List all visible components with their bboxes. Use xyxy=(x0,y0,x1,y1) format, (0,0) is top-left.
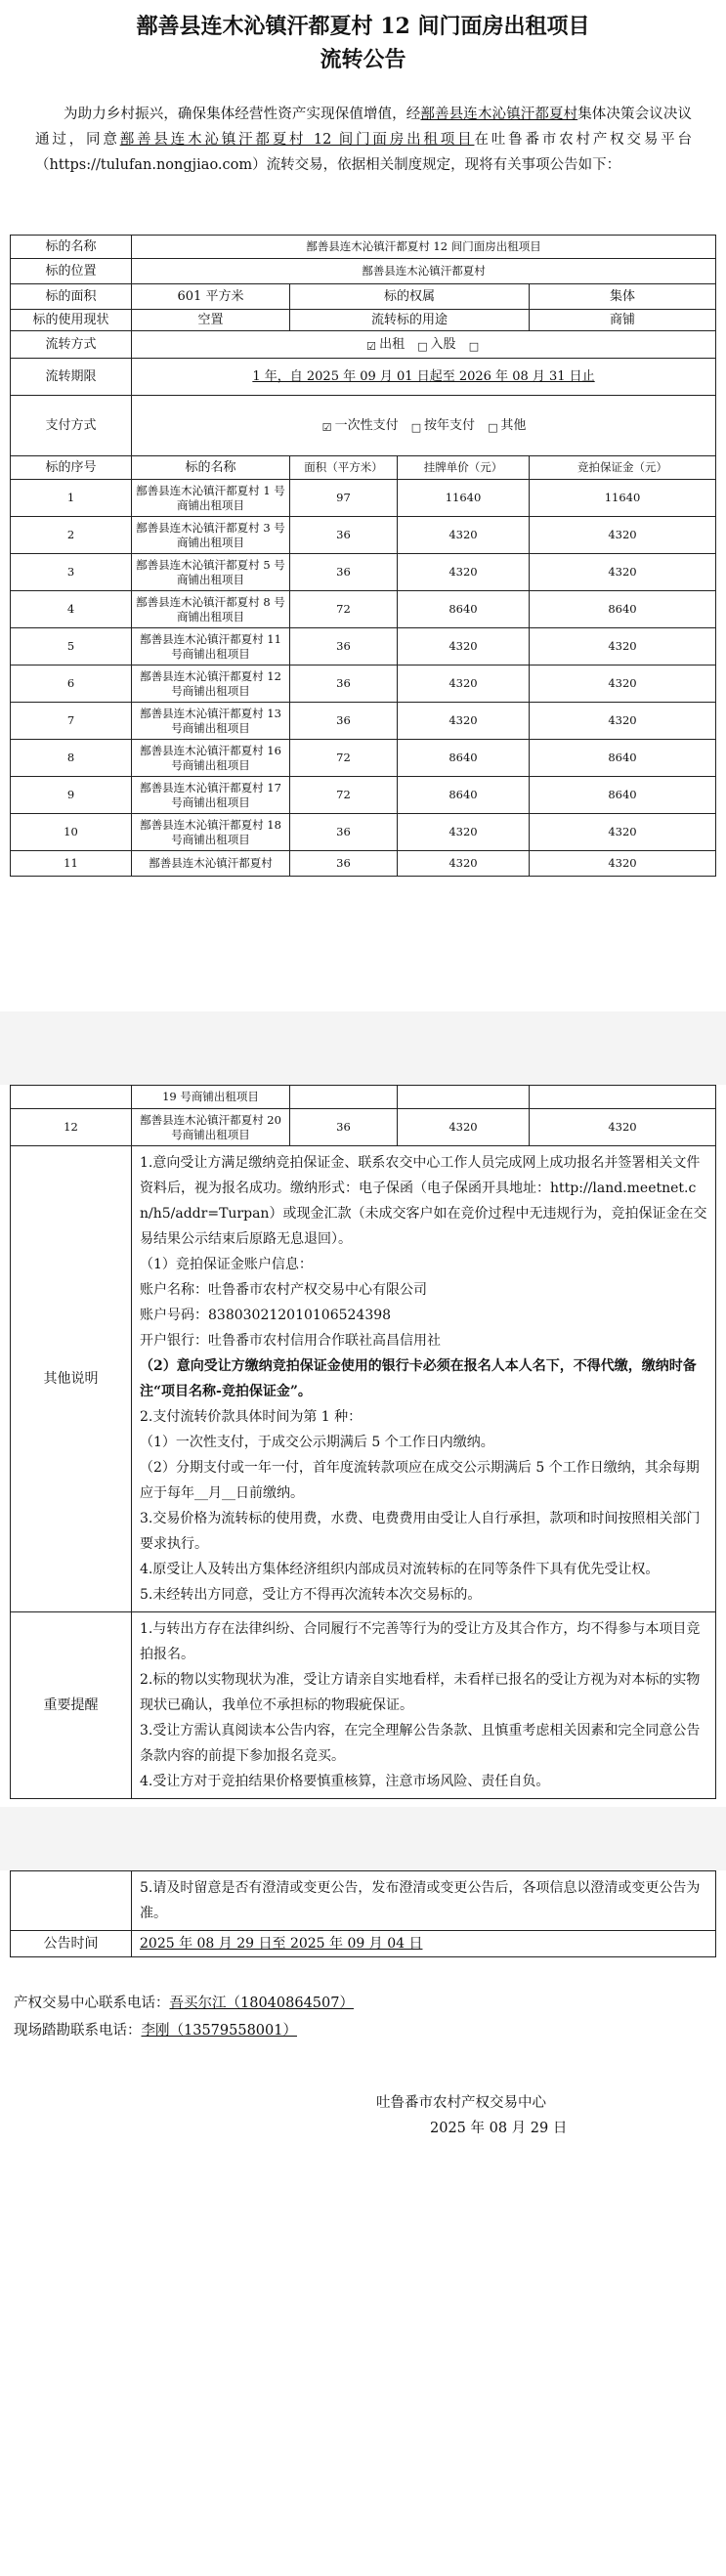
intro-paragraph xyxy=(35,102,692,178)
option-lump-sum: 一次性支付 xyxy=(334,417,399,433)
row-name: 鄯善县连木沁镇汗都夏村 12 号商铺出租项目 xyxy=(132,665,290,703)
option-share: 入股 xyxy=(430,336,456,352)
row-no: 5 xyxy=(11,628,132,665)
row-price: 4320 xyxy=(398,665,530,703)
notes-paragraph: 3.交易价格为流转标的使用费，水费、电费费用由受让人自行承担，款项和时间按照相关部门要求执行。 xyxy=(140,1511,701,1552)
notes-paragraph: 1.意向受让方满足缴纳竞拍保证金、联系农交中心工作人员完成网上成功报名并签署相关文件资料后，视为报名成功。缴纳形式：电子保函（电子保函开具地址：http://land.meetnet.cn/h5/addr=Turpan）或现金汇款（未成交客户如在竞价过程中无违规行为，竞拍保证金在交易结果公示结束后原路无息退回）。 xyxy=(140,1155,707,1247)
option-annual: 按年支付 xyxy=(424,417,476,433)
value-name: 鄯善县连木沁镇汗都夏村 12 间门面房出租项目 xyxy=(132,236,716,259)
contact-center-label: 产权交易中心联系电话： xyxy=(14,1996,170,2011)
notes-paragraph: 1.与转出方存在法律纠纷、合同履行不完善等行为的受让方及其合作方，均不得参与本项目竞拍报名。 xyxy=(140,1621,701,1662)
row-no: 10 xyxy=(11,814,132,851)
page-1 xyxy=(0,0,726,1011)
page-gap-1 xyxy=(0,1011,726,1085)
page-gap-2 xyxy=(0,1807,726,1870)
intro-project: 鄯善县连木沁镇汗都夏村 12 间门面房出租项目 xyxy=(119,132,475,148)
value-area: 601 平方米 xyxy=(132,284,290,310)
intro-village: 鄯善县连木沁镇汗都夏村 xyxy=(420,107,578,122)
empty-box-icon: □ xyxy=(410,420,422,434)
table-row xyxy=(11,517,716,554)
value-status: 空置 xyxy=(132,310,290,331)
row-price: 4320 xyxy=(398,851,530,877)
row-deposit: 11640 xyxy=(530,480,716,517)
row-deposit: 4320 xyxy=(530,517,716,554)
label-ownership: 标的权属 xyxy=(290,284,530,310)
announce-period: 2025 年 08 月 29 日至 2025 年 09 月 04 日 xyxy=(132,1931,716,1957)
intro-text-1: 为助力乡村振兴，确保集体经营性资产实现保值增值，经 xyxy=(64,107,421,122)
row-name: 鄯善县连木沁镇汗都夏村 18 号商铺出租项目 xyxy=(132,814,290,851)
checked-box-icon: ☑ xyxy=(366,339,377,353)
label-name: 标的名称 xyxy=(11,236,132,259)
doc-title xyxy=(0,10,726,76)
value-term: 1 年，自 2025 年 09 月 01 日起至 2026 年 08 月 31 日止 xyxy=(132,359,716,396)
notes-paragraph: 2.支付流转价款具体时间为第 1 种： xyxy=(140,1409,363,1425)
intro-text-3: 在吐鲁番市农村产权交易平台（https://tulufan.nongjiao.com）流转交易，依据相关制度规定，现将有关事项公告如下： xyxy=(35,132,693,173)
reminders xyxy=(132,1612,716,1799)
intro-text-2: 集体决策会议决议通过，同意 xyxy=(35,107,693,148)
row-area: 72 xyxy=(290,740,398,777)
label-announce-period: 公告时间 xyxy=(11,1931,132,1957)
notes-paragraph: 开户银行：吐鲁番市农村信用合作联社高昌信用社 xyxy=(140,1333,441,1349)
project-table-3 xyxy=(10,1870,716,1957)
project-table-2 xyxy=(10,1085,716,1799)
row-name: 鄯善县连木沁镇汗都夏村 20 号商铺出租项目 xyxy=(132,1109,290,1146)
reminder-5: 5.请及时留意是否有澄清或变更公告，发布澄清或变更公告后，各项信息以澄清或变更公告为准。 xyxy=(132,1871,716,1931)
row-price: 4320 xyxy=(398,814,530,851)
col-head-name: 标的名称 xyxy=(132,456,290,480)
table-row xyxy=(11,703,716,740)
row-price: 4320 xyxy=(398,554,530,591)
notes-paragraph: 5.未经转出方同意，受让方不得再次流转本次交易标的。 xyxy=(140,1587,482,1603)
row-no: 1 xyxy=(11,480,132,517)
row-no: 4 xyxy=(11,591,132,628)
table-row xyxy=(11,851,716,877)
row-price: 4320 xyxy=(398,1109,530,1146)
page-3 xyxy=(0,1870,726,2140)
row-area: 72 xyxy=(290,591,398,628)
row-name: 鄯善县连木沁镇汗都夏村 xyxy=(132,851,290,877)
contact-site-label: 现场踏勘联系电话： xyxy=(14,2023,142,2039)
row-area: 36 xyxy=(290,814,398,851)
row-no: 6 xyxy=(11,665,132,703)
table-row xyxy=(11,554,716,591)
table-row xyxy=(11,480,716,517)
row-area: 97 xyxy=(290,480,398,517)
contact-site xyxy=(14,2019,297,2042)
notes-paragraph: （2）意向受让方缴纳竞拍保证金使用的银行卡必须在报名人本人名下，不得代缴，缴纳时备注“项目名称-竞拍保证金”。 xyxy=(140,1358,697,1399)
table-row xyxy=(11,814,716,851)
label-reminder: 重要提醒 xyxy=(11,1612,132,1799)
contact-site-value: 李刚（13579558001） xyxy=(141,2023,297,2039)
table-row xyxy=(11,665,716,703)
row-no: 9 xyxy=(11,777,132,814)
row-name: 鄯善县连木沁镇汗都夏村 13 号商铺出租项目 xyxy=(132,703,290,740)
checked-box-icon: ☑ xyxy=(321,420,332,434)
option-lease: 出租 xyxy=(379,336,406,352)
row-price: 8640 xyxy=(398,777,530,814)
col-head-deposit: 竞拍保证金（元） xyxy=(530,456,716,480)
empty-box-icon: □ xyxy=(417,339,428,353)
cell-empty xyxy=(530,1086,716,1109)
row-11-name-cont: 19 号商铺出租项目 xyxy=(132,1086,290,1109)
row-no: 12 xyxy=(11,1109,132,1146)
other-notes xyxy=(132,1146,716,1612)
row-no: 2 xyxy=(11,517,132,554)
label-payment: 支付方式 xyxy=(11,396,132,456)
empty-box-icon: □ xyxy=(468,339,480,353)
cell-empty xyxy=(290,1086,398,1109)
label-usage: 流转标的用途 xyxy=(290,310,530,331)
row-deposit: 8640 xyxy=(530,591,716,628)
table-row xyxy=(11,740,716,777)
col-head-price: 挂牌单价（元） xyxy=(398,456,530,480)
row-deposit: 4320 xyxy=(530,1109,716,1146)
notes-paragraph: 2.标的物以实物现状为准，受让方请亲自实地看样，未看样已报名的受让方视为对本标的实物现状已确认，我单位不承担标的物瑕疵保证。 xyxy=(140,1672,701,1713)
notes-paragraph: 4.受让方对于竞拍结果价格要慎重核算，注意市场风险、责任自负。 xyxy=(140,1774,550,1789)
row-price: 8640 xyxy=(398,740,530,777)
row-name: 鄯善县连木沁镇汗都夏村 11 号商铺出租项目 xyxy=(132,628,290,665)
row-area: 36 xyxy=(290,517,398,554)
label-transfer-mode: 流转方式 xyxy=(11,331,132,359)
notes-paragraph: 4.原受让人及转出方集体经济组织内部成员对流转标的在同等条件下具有优先受让权。 xyxy=(140,1562,660,1577)
value-usage: 商铺 xyxy=(530,310,716,331)
row-area: 36 xyxy=(290,1109,398,1146)
cell-empty xyxy=(11,1871,132,1931)
row-area: 36 xyxy=(290,703,398,740)
row-name: 鄯善县连木沁镇汗都夏村 8 号商铺出租项目 xyxy=(132,591,290,628)
table-row xyxy=(11,591,716,628)
table-row xyxy=(11,1109,716,1146)
row-deposit: 4320 xyxy=(530,628,716,665)
row-price: 8640 xyxy=(398,591,530,628)
value-ownership: 集体 xyxy=(530,284,716,310)
row-area: 36 xyxy=(290,628,398,665)
row-price: 4320 xyxy=(398,703,530,740)
option-other: 其他 xyxy=(500,417,527,433)
cell-empty xyxy=(398,1086,530,1109)
row-name: 鄯善县连木沁镇汗都夏村 17 号商铺出租项目 xyxy=(132,777,290,814)
project-table-1 xyxy=(10,235,716,877)
row-no: 11 xyxy=(11,851,132,877)
label-location: 标的位置 xyxy=(11,259,132,284)
row-area: 36 xyxy=(290,554,398,591)
label-area: 标的面积 xyxy=(11,284,132,310)
label-status: 标的使用现状 xyxy=(11,310,132,331)
col-head-no: 标的序号 xyxy=(11,456,132,480)
row-deposit: 8640 xyxy=(530,777,716,814)
label-term: 流转期限 xyxy=(11,359,132,396)
title-line-2: 流转公告 xyxy=(320,47,406,72)
notes-paragraph: 3.受让方需认真阅读本公告内容，在完全理解公告条款、且慎重考虑相关因素和完全同意公告条款内容的前提下参加报名竞买。 xyxy=(140,1723,701,1764)
notes-paragraph: （1）一次性支付，于成交公示期满后 5 个工作日内缴纳。 xyxy=(140,1435,494,1450)
row-price: 4320 xyxy=(398,628,530,665)
row-name: 鄯善县连木沁镇汗都夏村 3 号商铺出租项目 xyxy=(132,517,290,554)
row-deposit: 4320 xyxy=(530,814,716,851)
row-price: 11640 xyxy=(398,480,530,517)
notes-paragraph: （1）竞拍保证金账户信息： xyxy=(140,1257,313,1272)
cell-empty xyxy=(11,1086,132,1109)
col-head-area: 面积（平方米） xyxy=(290,456,398,480)
row-price: 4320 xyxy=(398,517,530,554)
row-no: 7 xyxy=(11,703,132,740)
contact-center-value: 吾买尔江（18040864507） xyxy=(169,1996,354,2011)
notes-paragraph: 账户名称：吐鲁番市农村产权交易中心有限公司 xyxy=(140,1282,427,1298)
row-name: 鄯善县连木沁镇汗都夏村 16 号商铺出租项目 xyxy=(132,740,290,777)
label-other-notes: 其他说明 xyxy=(11,1146,132,1612)
row-name: 鄯善县连木沁镇汗都夏村 1 号商铺出租项目 xyxy=(132,480,290,517)
row-deposit: 4320 xyxy=(530,665,716,703)
empty-box-icon: □ xyxy=(488,420,498,434)
row-deposit: 4320 xyxy=(530,851,716,877)
row-area: 36 xyxy=(290,851,398,877)
issue-date: 2025 年 08 月 29 日 xyxy=(430,2121,568,2136)
row-no: 3 xyxy=(11,554,132,591)
row-area: 36 xyxy=(290,665,398,703)
table-row xyxy=(11,777,716,814)
payment-options xyxy=(132,396,716,456)
row-name: 鄯善县连木沁镇汗都夏村 5 号商铺出租项目 xyxy=(132,554,290,591)
issuer-org: 吐鲁番市农村产权交易中心 xyxy=(376,2095,546,2111)
value-location: 鄯善县连木沁镇汗都夏村 xyxy=(132,259,716,284)
table-row xyxy=(11,628,716,665)
row-deposit: 4320 xyxy=(530,554,716,591)
notes-paragraph: （2）分期支付或一年一付，首年度流转款项应在成交公示期满后 5 个工作日缴纳，其余每期应于每年__月__日前缴纳。 xyxy=(140,1460,700,1501)
row-deposit: 4320 xyxy=(530,703,716,740)
notes-paragraph: 账户号码：83803021201010652439​8 xyxy=(140,1308,392,1323)
contact-center xyxy=(14,1992,354,2015)
title-line-1: 鄯善县连木沁镇汗都夏村 12 间门面房出租项目 xyxy=(136,14,590,39)
row-no: 8 xyxy=(11,740,132,777)
row-area: 72 xyxy=(290,777,398,814)
row-deposit: 8640 xyxy=(530,740,716,777)
transfer-mode-options xyxy=(132,331,716,359)
